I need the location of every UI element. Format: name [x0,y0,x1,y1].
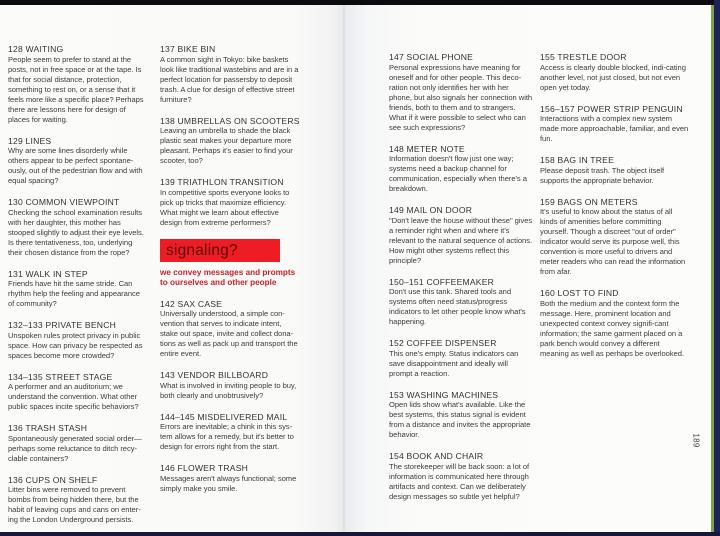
entry-body: People seem to prefer to stand at the posts, not in free space or at the tape. Is that for social distance, protection, something to rest on, or a sense that it feels more like a specific place? Perhaps there are lessons here for design of places for waiting. [8,54,144,124]
section-subtitle: we convey messages and prompts to ourselves and other people [160,267,296,287]
entry-137-bike-bin [160,44,300,105]
entry-body: Errors are inevitable; a chink in this sys-tem allows for a remedy, but it's better to design for errors right from the start. [160,422,294,451]
entry-159-bags-on-meters [540,197,690,278]
entry-149-mail-on-door [389,205,533,266]
entry-139-triathlon-transition [160,177,300,228]
entry-title: 137 BIKE BIN [160,44,216,54]
entry-title: 149 MAIL ON DOOR [389,205,473,215]
entry-title: 136 CUPS ON SHELF [8,474,98,485]
entry-title: 152 COFFEE DISPENSER [389,338,497,348]
entry-132-133-private-bench [8,320,148,361]
entry-body: Please deposit trash. The object itself supports the appropriate behavior. [540,165,665,185]
entry-title: 130 COMMON VIEWPOINT [8,197,120,207]
entry-136-trash-stash [8,423,148,464]
entry-title: 159 BAGS ON METERS [540,196,638,207]
entry-title: 134–135 STREET STAGE [8,371,113,382]
entry-130-common-viewpoint [8,197,148,258]
entry-title: 155 TRESTLE DOOR [540,52,627,62]
entry-body: Access is clearly double blocked, indi-cating another level, not just closed, but not even open yet today. [540,62,686,92]
entry-title: 148 METER NOTE [389,143,465,154]
entry-body: Interactions with a complex new system made more approachable, familiar, and even fun. [540,114,689,143]
entry-body: Friends have hit the same stride. Can rhythm help the feeling and appearance of community? [8,279,140,308]
entry-title: 154 BOOK AND CHAIR [389,451,484,461]
entry-body: Both the medium and the context form the message. Here, prominent location and unexpected context convey signifi-cant information; the same garment placed on a park bench would convey a different meaning as well as perhaps be overlooked. [540,298,685,358]
entry-body: The storekeeper will be back soon: a lot of information is communicated here through artifacts and context. Can we deliberately design messages so subtle yet helpful? [389,461,530,501]
entry-136-cups-on-shelf [8,475,148,526]
page-number: 189 [691,433,701,448]
left-page-column-1 [8,44,148,536]
entry-title: 138 UMBRELLAS ON SCOOTERS [160,115,300,126]
entry-150-151-coffeemaker [389,277,533,328]
entry-body: This one's empty. Status indicators can save disappointment and ideally will prompt a reaction. [389,348,519,378]
entry-title: 158 BAG IN TREE [540,155,615,165]
entry-body: Information doesn't flow just one way; systems need a backup channel for communication, especially when there's a breakdown. [389,154,527,193]
entry-title: 147 SOCIAL PHONE [389,52,474,62]
entry-144-145-misdelivered-mail [160,412,300,453]
entry-title: 150–151 COFFEEMAKER [389,276,495,287]
entry-title: 129 LINES [8,135,52,146]
entry-title: 143 VENDOR BILLBOARD [160,370,269,380]
entry-title: 139 TRIATHLON TRANSITION [160,177,284,187]
entry-148-meter-note [389,144,533,195]
entry-131-walk-in-step [8,269,148,310]
entry-body: A performer and an auditorium; we understand the convention. What other public spaces incite specific behaviors? [8,382,139,411]
entry-153-washing-machines [389,390,533,441]
entry-body: Don't use this tank. Shared tools and systems often need status/progress indicators to let other people know what's happening. [389,287,526,326]
entry-body: A common sight in Tokyo: bike baskets look like traditional wastebins and are in a perfect location for passersby to deposit trash. A clue for design of effective street furniture? [160,54,299,104]
section-banner-signaling: signaling? [160,239,280,262]
entry-title: 136 TRASH STASH [8,423,88,433]
entry-title: 153 WASHING MACHINES [389,389,499,400]
right-page-column-1 [389,52,533,513]
entry-152-coffee-dispenser [389,338,533,379]
entry-body: Messages aren't always functional; some simply make you smile. [160,473,297,493]
entry-158-bag-in-tree [540,155,690,186]
entry-129-lines [8,136,148,187]
entry-142-sax-case [160,299,300,360]
entry-155-trestle-door [540,52,690,93]
entry-body: Open lids show what's available. Like the best systems, this status signal is evident from a distance and invites the appropriate behavior. [389,400,531,439]
entry-title: 142 SAX CASE [160,298,223,309]
entry-title: 146 FLOWER TRASH [160,463,249,473]
entry-body: Checking the school examination results with her daughter, this mother has stooped slightly to adjust their eye levels. Is there tentativeness, too, underlying their chosen distance from the rope? [8,207,144,257]
entry-156-157-power-strip-penguin [540,104,690,145]
entry-128-waiting [8,44,148,125]
left-page [0,5,345,532]
entry-body: Unspoken rules protect privacy in public space. How can privacy be respected as spaces become more crowded? [8,330,143,360]
entry-154-book-and-chair [389,451,533,502]
entry-title: 156–157 POWER STRIP PENGUIN [540,103,683,114]
entry-body: Universally understood, a simple con-vention that serves to indicate intent, stake out space, invite and collect dona-tions as well as pack up and transport the entire event. [160,309,298,358]
entry-134-135-street-stage [8,372,148,413]
entry-160-lost-to-find [540,288,690,359]
entry-title: 144–145 MISDELIVERED MAIL [160,411,288,422]
entry-body: What is involved in inviting people to buy, both clearly and unobtrusively? [160,380,297,400]
entry-body: Spontaneously generated social order—perhaps some reluctance to ditch recy-clable containers? [8,433,142,463]
right-page-column-2 [540,52,690,370]
left-page-column-2 [160,44,300,505]
entry-body: Why are some lines disorderly while others appear to be perfect spontane-ously, out of the pedestrian flow and with equal spacing? [8,146,143,185]
entry-146-flower-trash [160,463,300,494]
entry-body: Personal expressions have meaning for oneself and for other people. This deco-ration not only identifies her with her phone, but also signals her connection with friends, both to them and to strangers. What if it were possible to select who can see such expressions? [389,62,533,132]
entry-title: 131 WALK IN STEP [8,268,88,279]
entry-body: In competitive sports everyone looks to pick up tricks that maximize efficiency. What might we learn about effective design from extreme performers? [160,187,290,227]
entry-143-vendor-billboard [160,370,300,401]
entry-body: It's useful to know about the status of all kinds of amenities before committing yourself. Though a discreet "out of order" indicator would serve its purpose well, this convention is more useful to drivers and meter readers who can read the information from afar. [540,207,686,276]
cover-edge-navy [714,0,720,532]
entry-body: Litter bins were removed to prevent bombs from being hidden there, but the habit of leaving cups and cans on enter-ing the London Underground persists. [8,485,141,524]
entry-138-umbrellas-on-scooters [160,116,300,167]
entry-title: 160 LOST TO FIND [540,288,619,298]
entry-title: 132–133 PRIVATE BENCH [8,320,117,330]
entry-title: 128 WAITING [8,44,64,54]
entry-147-social-phone [389,52,533,133]
entry-body: "Don't leave the house without these" gives a reminder right when and where it's relevant to the natural sequence of actions. How might other systems reflect this principle? [389,215,533,265]
entry-body: Leaving an umbrella to shade the black plastic seat makes your departure more pleasant. Perhaps it's easier to find your scooter, too? [160,126,293,165]
